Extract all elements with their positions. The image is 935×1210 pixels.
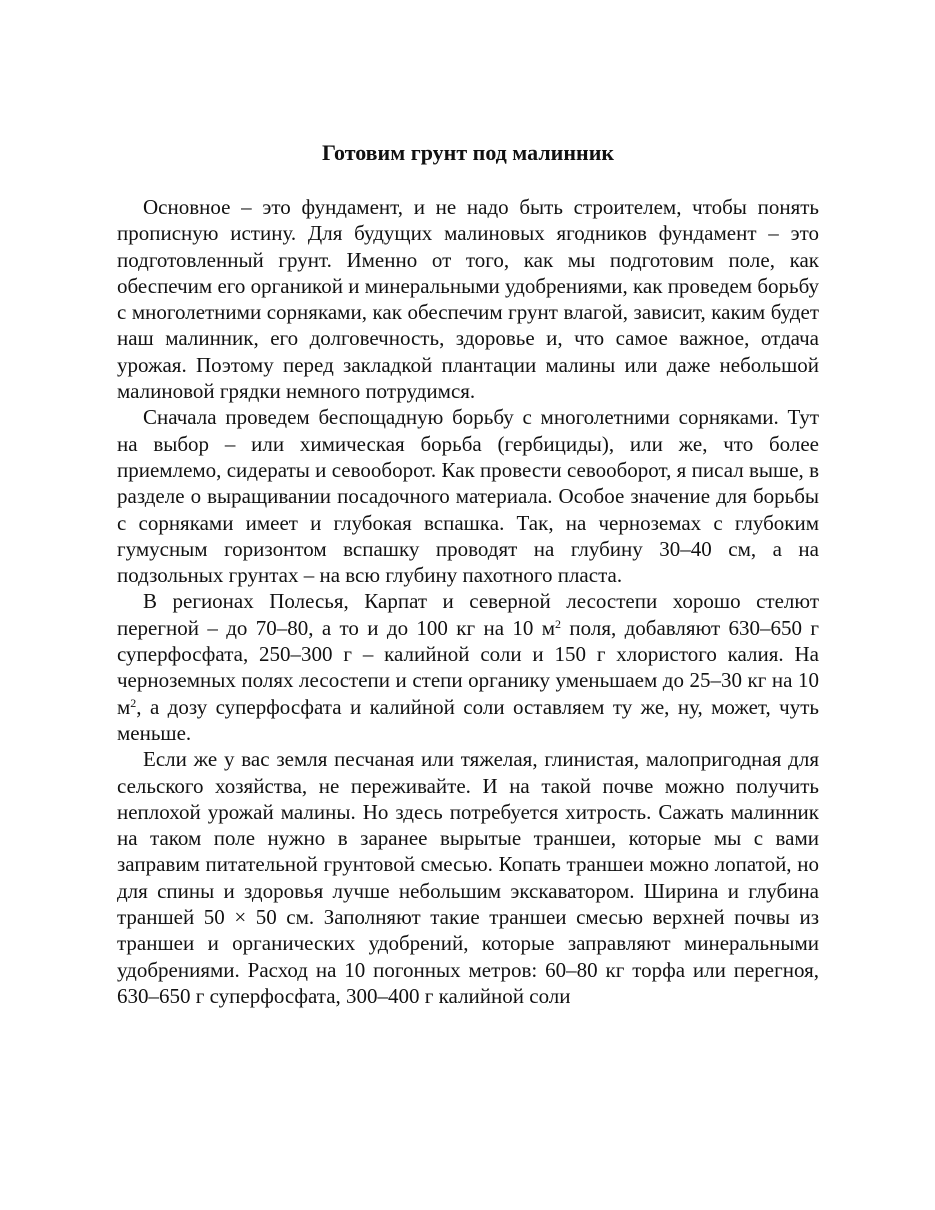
- paragraph-4: Если же у вас земля песчаная или тяжелая, глинистая, малопригодная для сельского хозяйства, не переживайте. И на такой почве можно получить неплохой урожай малины. Но здесь потребуется хитрость. Сажать малинник на таком поле нужно в заранее вырытые траншеи, которые мы с вами заправим питательной грунтовой смесью. Копать траншеи можно лопатой, но для спины и здоровья лучше небольшим экскаватором. Ширина и глубина траншей 50 × 50 см. Заполняют такие траншеи смесью верхней почвы из траншеи и органических удобрений, которые заправляют минеральными удобрениями. Расход на 10 погонных метров: 60–80 кг торфа или перегноя, 630–650 г суперфосфата, 300–400 г калийной соли: [117, 747, 819, 1008]
- paragraph-3-text-2: поля, добавляют 630–650 г суперфосфата, 250–300 г – калийной соли и 150 г хлористого калия. На черноземных полях лесостепи и степи органику уменьшаем до 25–30 кг на 10 м: [117, 615, 819, 719]
- paragraph-3-text-1: В регионах Полесья, Карпат и северной лесостепи хорошо стелют перегной – до 70–80, а то и до 100 кг на 10 м: [117, 589, 819, 640]
- document-title: Готовим грунт под малинник: [321, 140, 615, 165]
- paragraph-2: Сначала проведем беспощадную борьбу с многолетними сорняками. Тут на выбор – или химическая борьба (гербициды), или же, что более приемлемо, сидераты и севооборот. Как провести севооборот, я писал выше, в разделе о выращивании посадочного материала. Особое значение для борьбы с сорняками имеет и глубокая вспашка. Так, на черноземах с глубоким гумусным горизонтом вспашку проводят на глубину 30–40 см, а на подзольных грунтах – на всю глубину пахотного пласта.: [117, 405, 819, 588]
- document-page: [117, 140, 819, 1009]
- superscript-2: 2: [130, 695, 137, 710]
- paragraph-3-text-3: , а дозу суперфосфата и калийной соли оставляем ту же, ну, может, чуть меньше.: [117, 694, 819, 745]
- paragraph-1: Основное – это фундамент, и не надо быть строителем, чтобы понять прописную истину. Для будущих малиновых ягодников фундамент – это подготовленный грунт. Именно от того, как мы подготовим поле, как обеспечим его органикой и минеральными удобрениями, как проведем борьбу с многолетними сорняками, как обеспечим грунт влагой, зависит, каким будет наш малинник, его долговечность, здоровье и, что самое важное, отдача урожая. Поэтому перед закладкой плантации малины или даже небольшой малиновой грядки немного потрудимся.: [117, 195, 819, 404]
- superscript-2: 2: [555, 616, 562, 631]
- paragraph-3: [117, 588, 819, 746]
